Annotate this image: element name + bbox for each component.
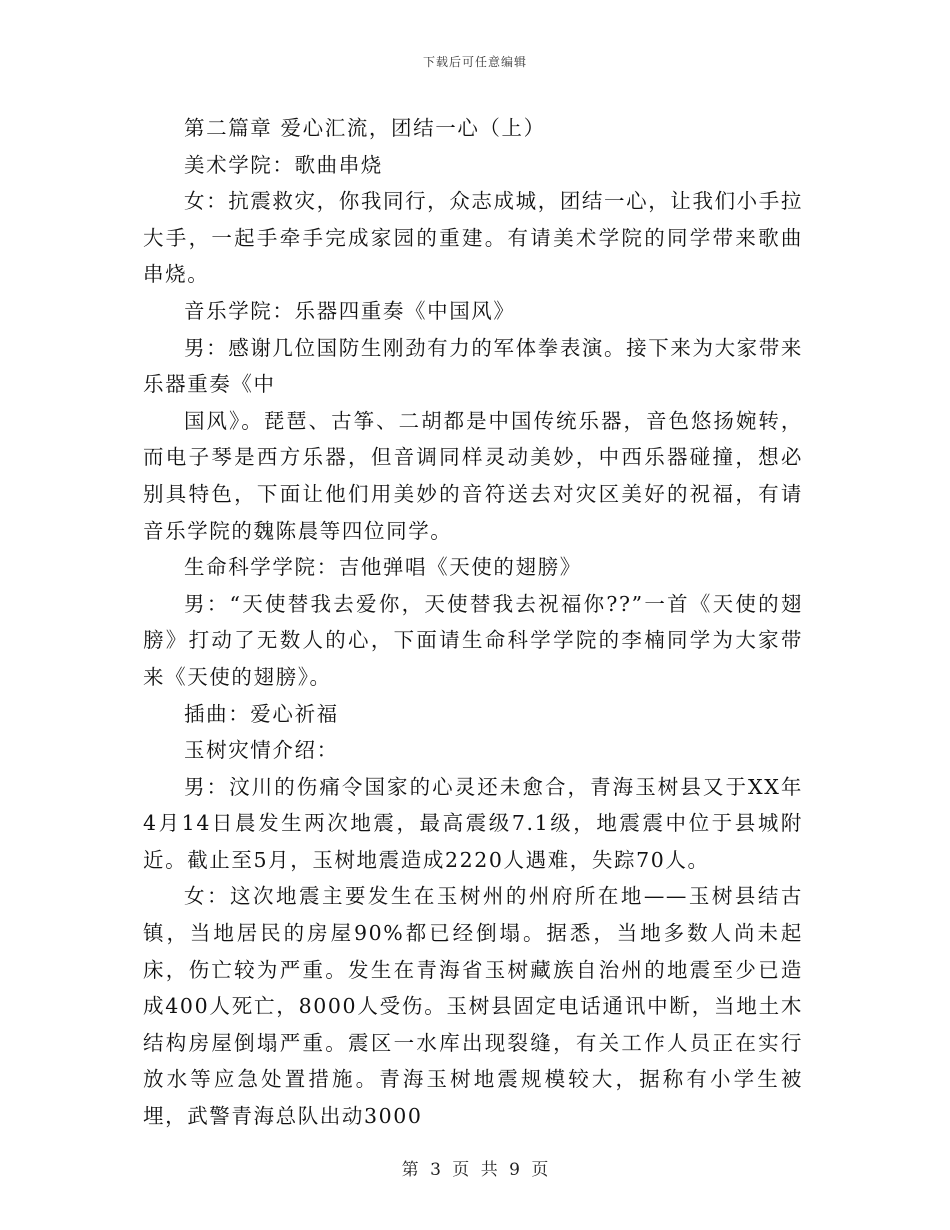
page-number: 第 3 页 共 9 页 bbox=[401, 1160, 549, 1180]
document-body bbox=[143, 110, 803, 1135]
paragraph: 女：这次地震主要发生在玉树州的州府所在地——玉树县结古镇，当地居民的房屋90%都已经倒塌。据悉，当地多数人尚未起床，伤亡较为严重。发生在青海省玉树藏族自治州的地震至少已造成400人死亡，8000人受伤。玉树县固定电话通讯中断，当地土木结构房屋倒塌严重。震区一水库出现裂缝，有关工作人员正在实行放水等应急处置措施。青海玉树地震规模较大，据称有小学生被埋，武警青海总队出动3000 bbox=[143, 884, 803, 1129]
paragraph: 女：抗震救灾，你我同行，众志成城，团结一心，让我们小手拉大手，一起手牵手完成家园的重建。有请美术学院的同学带来歌曲串烧。 bbox=[143, 189, 803, 287]
program-item-title: 生命科学学院：吉他弹唱《天使的翅膀》 bbox=[184, 555, 582, 580]
program-item-title: 插曲：爱心祈福 bbox=[184, 701, 339, 726]
paragraph: 男：汶川的伤痛令国家的心灵还未愈合，青海玉树县又于XX年4月14日晨发生两次地震，最高震级7.1级，地震震中位于县城附近。截止至5月，玉树地震造成2220人遇难，失踪70人。 bbox=[143, 774, 803, 872]
paragraph: 国风》。琵琶、古筝、二胡都是中国传统乐器，音色悠扬婉转，而电子琴是西方乐器，但音调同样灵动美妙，中西乐器碰撞，想必别具特色，下面让他们用美妙的音符送去对灾区美好的祝福，有请音乐学院的魏陈晨等四位同学。 bbox=[143, 408, 803, 543]
program-item-title: 音乐学院：乐器四重奏《中国风》 bbox=[184, 298, 516, 323]
section-title: 玉树灾情介绍： bbox=[184, 738, 339, 763]
program-item-title: 美术学院：歌曲串烧 bbox=[184, 152, 383, 177]
paragraph: 男：“天使替我去爱你，天使替我去祝福你??”一首《天使的翅膀》打动了无数人的心，下面请生命科学学院的李楠同学为大家带来《天使的翅膀》。 bbox=[143, 591, 803, 689]
header-note: 下载后可任意编辑 bbox=[422, 55, 527, 69]
paragraph: 男：感谢几位国防生刚劲有力的军体拳表演。接下来为大家带来乐器重奏《中 bbox=[143, 335, 803, 397]
chapter-heading: 第二篇章 爱心汇流，团结一心（上） bbox=[184, 116, 546, 140]
